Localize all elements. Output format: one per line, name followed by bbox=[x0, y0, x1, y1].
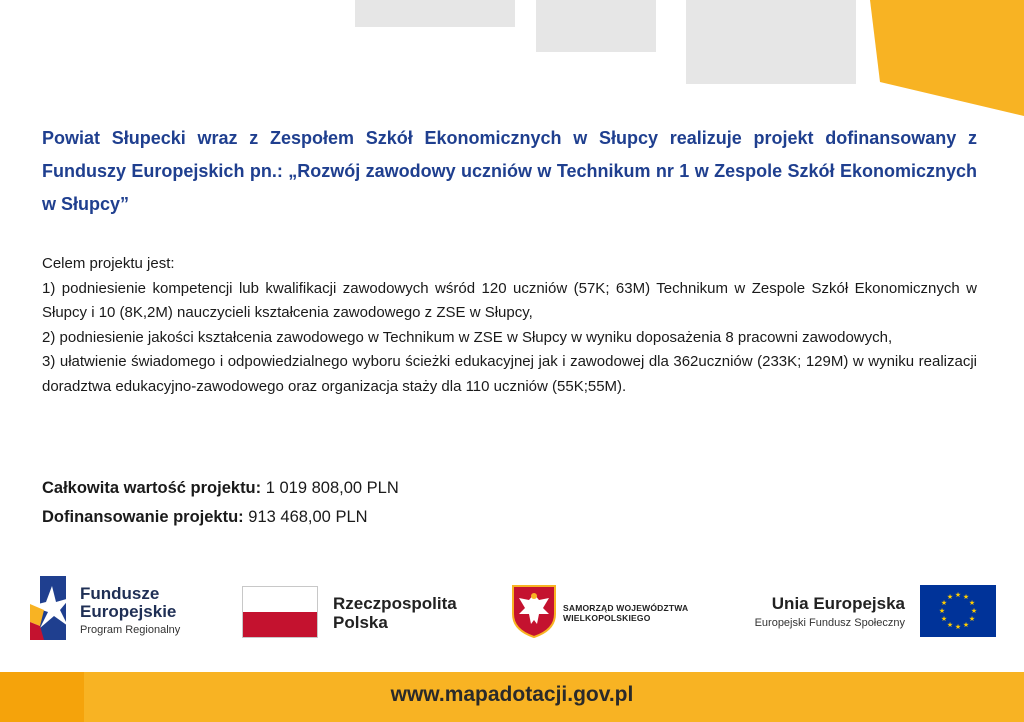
footer-url-link[interactable]: www.mapadotacji.gov.pl bbox=[390, 683, 634, 706]
deco-gray-bar-2 bbox=[536, 0, 656, 52]
svg-text:★: ★ bbox=[968, 615, 976, 623]
total-value-amount: 1 019 808,00 PLN bbox=[265, 479, 399, 497]
ue-logo-title: Unia Europejska bbox=[771, 594, 905, 613]
total-value-label: Całkowita wartość projektu: bbox=[42, 479, 262, 497]
svg-text:★: ★ bbox=[954, 623, 962, 631]
svg-text:★: ★ bbox=[940, 615, 948, 623]
sw-line-1: SAMORZĄD WOJEWÓDZTWA bbox=[563, 603, 689, 613]
rp-logo-title bbox=[333, 594, 457, 632]
svg-text:★: ★ bbox=[970, 607, 978, 615]
goal-item-3: 3) ułatwienie świadomego i odpowiedzialnego wyboru ścieżki edukacyjnej jak i zawodowej dla 362uczniów (233K; 129M) w wyniku realizacji doradztwa edukacyjno-zawodowego oraz organizacja staży dla 110 uczniów (55K;55M). bbox=[42, 353, 977, 395]
rp-line-1: Rzeczpospolita bbox=[333, 594, 457, 613]
svg-text:★: ★ bbox=[962, 621, 970, 629]
svg-text:★: ★ bbox=[946, 593, 954, 601]
goal-item-1: 1) podniesienie kompetencji lub kwalifikacji zawodowych wśród 120 uczniów (57K; 63M) Technikum w Zespole Szkół Ekonomicznych w Słupcy i 10 (8K,2M) nauczycieli kształcenia zawodowego z ZSE w Słupcy, bbox=[42, 279, 977, 322]
goal-item-2: 2) podniesienie jakości kształcenia zawodowego w Technikum w ZSE w Słupcy w wyniku doposażenia 8 pracowni zawodowych, bbox=[42, 328, 893, 346]
footer-bar bbox=[0, 672, 1024, 722]
svg-text:★: ★ bbox=[938, 607, 946, 615]
project-values bbox=[42, 474, 642, 532]
deco-gray-bar-3 bbox=[686, 0, 856, 84]
sw-line-2: WIELKOPOLSKIEGO bbox=[563, 613, 651, 623]
goals-intro: Celem projektu jest: bbox=[42, 255, 175, 272]
svg-text:★: ★ bbox=[940, 599, 948, 607]
project-title: Powiat Słupecki wraz z Zespołem Szkół Ekonomicznych w Słupcy realizuje projekt dofinansowany z Funduszy Europejskich pn.: „Rozwój zawodowy uczniów w Technikum nr 1 w Zespole Szkół Ekonomicznych w Słupcy” bbox=[42, 128, 977, 214]
funding-value-row bbox=[42, 503, 642, 532]
deco-gray-bar-1 bbox=[355, 0, 515, 27]
fe-logo-title bbox=[80, 585, 176, 621]
svg-text:★: ★ bbox=[946, 621, 954, 629]
fe-star-icon bbox=[30, 576, 70, 640]
eu-flag-icon bbox=[920, 585, 996, 637]
svg-text:★: ★ bbox=[962, 593, 970, 601]
ue-logo-subtitle: Europejski Fundusz Społeczny bbox=[754, 617, 905, 629]
logos-bar bbox=[0, 570, 1024, 650]
svg-text:★: ★ bbox=[954, 591, 962, 599]
funding-value-label: Dofinansowanie projektu: bbox=[42, 508, 244, 526]
fe-line-1: Fundusze bbox=[80, 584, 160, 603]
fe-logo-subtitle: Program Regionalny bbox=[80, 624, 181, 636]
svg-text:★: ★ bbox=[968, 599, 976, 607]
total-value-row bbox=[42, 474, 642, 503]
poland-flag-icon bbox=[242, 586, 318, 638]
funding-value-amount: 913 468,00 PLN bbox=[248, 508, 368, 526]
sw-logo-text bbox=[563, 603, 688, 623]
project-goals bbox=[42, 252, 977, 400]
rp-line-2: Polska bbox=[333, 613, 388, 632]
deco-yellow-corner bbox=[870, 0, 1024, 116]
eagle-shield-icon bbox=[511, 584, 557, 638]
fe-line-2: Europejskie bbox=[80, 602, 177, 621]
